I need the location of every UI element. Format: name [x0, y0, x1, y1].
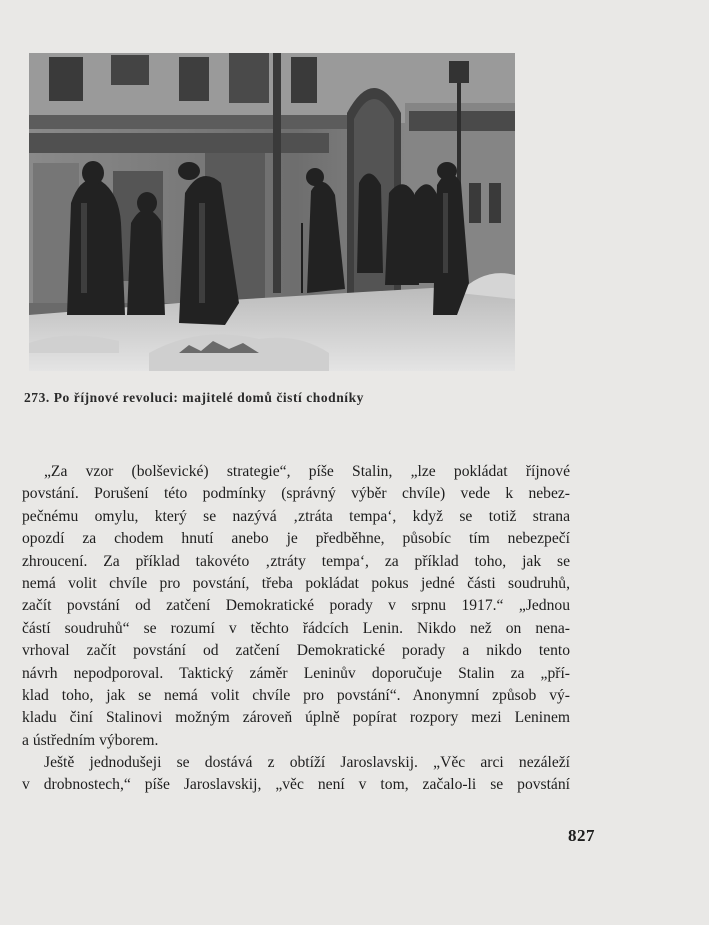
figure-caption: 273. Po říjnové revoluci: majitelé domů čistí chodníky: [24, 390, 364, 405]
text-line: částí soudruhů“ se rozumí v těchto řádcích Lenin. Nikdo než on nena-: [22, 619, 570, 637]
text-line: kladu činí Stalinovi možným zároveň úplně popírat rozpory mezi Leninem: [22, 709, 570, 727]
page-number: 827: [568, 826, 595, 845]
text-line: „Za vzor (bolševické) strategie“, píše Stalin, „lze pokládat říjnové: [44, 463, 570, 480]
text-line: opozdí za chodem hnutí anebo je předběhne, působíc tím nebezpečí: [22, 530, 570, 548]
text-line: Ještě jednodušeji se dostává z obtíží Jaroslavskij. „Věc arci nezáleží: [44, 754, 570, 772]
text-line: pečnému omylu, který se nazývá ‚ztráta tempa‘, když se totiž strana: [22, 507, 570, 525]
body-text: [22, 461, 570, 797]
text-line: v drobnostech,“ píše Jaroslavskij, „věc není v tom, začalo-li se povstání: [22, 776, 570, 794]
text-line: a ústředním výborem.: [22, 731, 159, 749]
text-line: povstání. Porušení této podmínky (správný výběr chvíle) vede k nebez-: [22, 485, 570, 503]
text-line: nemá volit chvíle pro povstání, třeba pokládat pokus jedné části soudruhů,: [22, 574, 570, 592]
historical-photo: [29, 53, 515, 371]
text-line: začít povstání od zatčení Demokratické porady v srpnu 1917.“ „Jednou: [22, 597, 570, 615]
text-line: zhroucení. Za příklad takovéto ‚ztráty tempa‘, za příklad toho, jak se: [22, 552, 570, 570]
text-line: návrh nepodporoval. Taktický záměr Leninův doporučuje Stalin za „pří-: [22, 664, 570, 682]
text-line: vrhoval začít povstání od zatčení Demokratické porady a nikdo tento: [22, 642, 570, 660]
text-line: klad toho, jak se nemá volit chvíle pro povstání“. Anonymní způsob vý-: [22, 686, 570, 704]
